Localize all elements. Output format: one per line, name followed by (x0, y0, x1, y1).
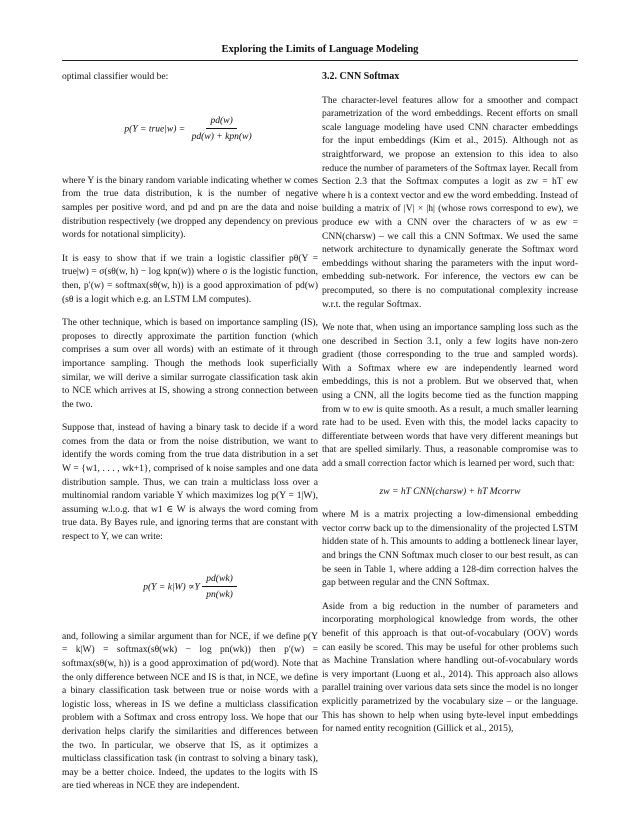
left-paragraph-2: where Y is the binary random variable indicating whether w comes from the true data distribution, k is the number of negative samples per positive word, and pd and pn are the data and noise distribution respectively (we dropped any dependency on previous words for notational simplicity). (62, 174, 318, 241)
equation-denominator: pd(w) + kpn(w) (191, 131, 252, 143)
section-heading: 3.2. CNN Softmax (322, 71, 400, 82)
left-paragraph-3: It is easy to show that if we train a logistic classifier pθ(Y = true|w) = σ(sθ(w, h) − log kpn(w)) where σ is the logistic function, then, p′(w) = softmax(sθ(w, h)) is a good approximation of pd(w) (sθ is a logit which e.g. an LSTM LM computes). (62, 252, 318, 305)
equation-denominator: pn(wk) (206, 589, 233, 601)
equation-nce-classifier (62, 114, 318, 144)
equation-lhs: p(Y = k|W) ∝Y (143, 580, 200, 592)
left-column (62, 70, 318, 793)
running-header: Exploring the Limits of Language Modeling (221, 44, 419, 55)
equation-is-posterior (62, 572, 318, 602)
left-paragraph-6: and, following a similar argument than for NCE, if we define p(Y = k|W) = softmax(sθ(wk) − log pn(wk)) then p′(w) = softmax(sθ(w, h)) is a good approximation of pd(word). Note that the only difference between NCE and IS is that, in NCE, we define a binary classification task between true or noise words with a logistic loss, whereas in IS we define a multiclass classification problem with a Softmax and cross entropy loss. We hope that our derivation helps clarify the similarities and differences between the two. In particular, we observe that IS, as it optimizes a multiclass classification task (in contrast to solving a binary task), may be a better choice. Indeed, the updates to the logits with IS are tied whereas in NCE they are independent. (62, 630, 318, 792)
right-paragraph-1: The character-level features allow for a smoother and compact parametrization of the word embeddings. Recent efforts on small scale language modeling have used CNN character embeddings for the input embeddings (Kim et al., 2015). Although not as straightforward, we propose an extension to this idea to also reduce the number of parameters of the Softmax layer. Recall from Section 2.3 that the Softmax computes a logit as zw = hT ew where h is a context vector and ew the word embedding. Instead of building a matrix of |V| × |h| (whose rows correspond to ew), we produce ew with a CNN over the characters of w as ew = CNN(charsw) – we call this a CNN Softmax. We used the same network architecture to dynamically generate the Softmax word embeddings without sharing the parameters with the input word-embedding sub-network. For inference, the vectors ew can be precomputed, so there is no computational complexity increase w.r.t. the regular Softmax. (322, 94, 578, 310)
left-paragraph-5: Suppose that, instead of having a binary task to decide if a word comes from the data or from the noise distribution, we want to identify the words coming from the true data distribution in a set W = {w1, . . . , wk+1}, comprised of k noise samples and one data distribution sample. Thus, we can train a multiclass loss over a multinomial random variable Y which maximizes log p(Y = 1|W), assuming w.l.o.g. that w1 ∈ W is always the word coming from true data. By Bayes rule, and ignoring terms that are constant with respect to Y, we can write: (62, 422, 318, 543)
header-rule (62, 60, 578, 61)
equation-fraction (202, 572, 237, 602)
equation-numerator: pd(wk) (202, 572, 237, 588)
equation-lhs: p(Y = true|w) = (124, 122, 186, 134)
left-paragraph-1: optimal classifier would be: (62, 71, 169, 82)
right-paragraph-4: Aside from a big reduction in the number of parameters and incorporating morphological knowledge from words, the other benefit of this approach is that out-of-vocabulary (OOV) words can easily be scored. This may be useful for other problems such as Machine Translation where handling out-of-vocabulary words is very important (Luong et al., 2014). This approach also allows parallel training over various data sets since the model is no longer explicitly parametrized by the vocabulary size – or the language. This has shown to help when using byte-level input embeddings for named entity recognition (Gillick et al., 2015), (322, 600, 578, 735)
equation-fraction (188, 114, 256, 144)
right-paragraph-2: We note that, when using an importance sampling loss such as the one described in Section 3.1, only a few logits have non-zero gradient (those corresponding to the true and sampled words). With a Softmax where ew are independently learned word embeddings, this is not a problem. But we observed that, when using a CNN, all the logits become tied as the function mapping from w to ew is quite smooth. As a result, a much smaller learning rate had to be used. Even with this, the model lacks capacity to differentiate between words that have very different meanings but that are spelled similarly. Thus, a reasonable compromise was to add a small correction factor which is learned per word, such that: (322, 322, 578, 470)
equation-cnn-logit: zw = hT CNN(charsw) + hT Mcorrw (379, 485, 521, 497)
right-column (322, 70, 578, 736)
equation-numerator: pd(w) (206, 114, 236, 130)
right-paragraph-3: where M is a matrix projecting a low-dimensional embedding vector corrw back up to the dimensionality of the projected LSTM hidden state of h. This amounts to adding a bottleneck linear layer, and brings the CNN Softmax much closer to our best result, as can be seen in Table 1, where adding a 128-dim correction halves the gap between regular and the CNN Softmax. (322, 509, 578, 589)
left-paragraph-4: The other technique, which is based on importance sampling (IS), proposes to directly approximate the partition function (which comprises a sum over all words) with an estimate of it through importance sampling. Though the methods look superficially similar, we will derive a similar surrogate classification task akin to NCE which arrives at IS, showing a strong connection between the two. (62, 317, 318, 410)
